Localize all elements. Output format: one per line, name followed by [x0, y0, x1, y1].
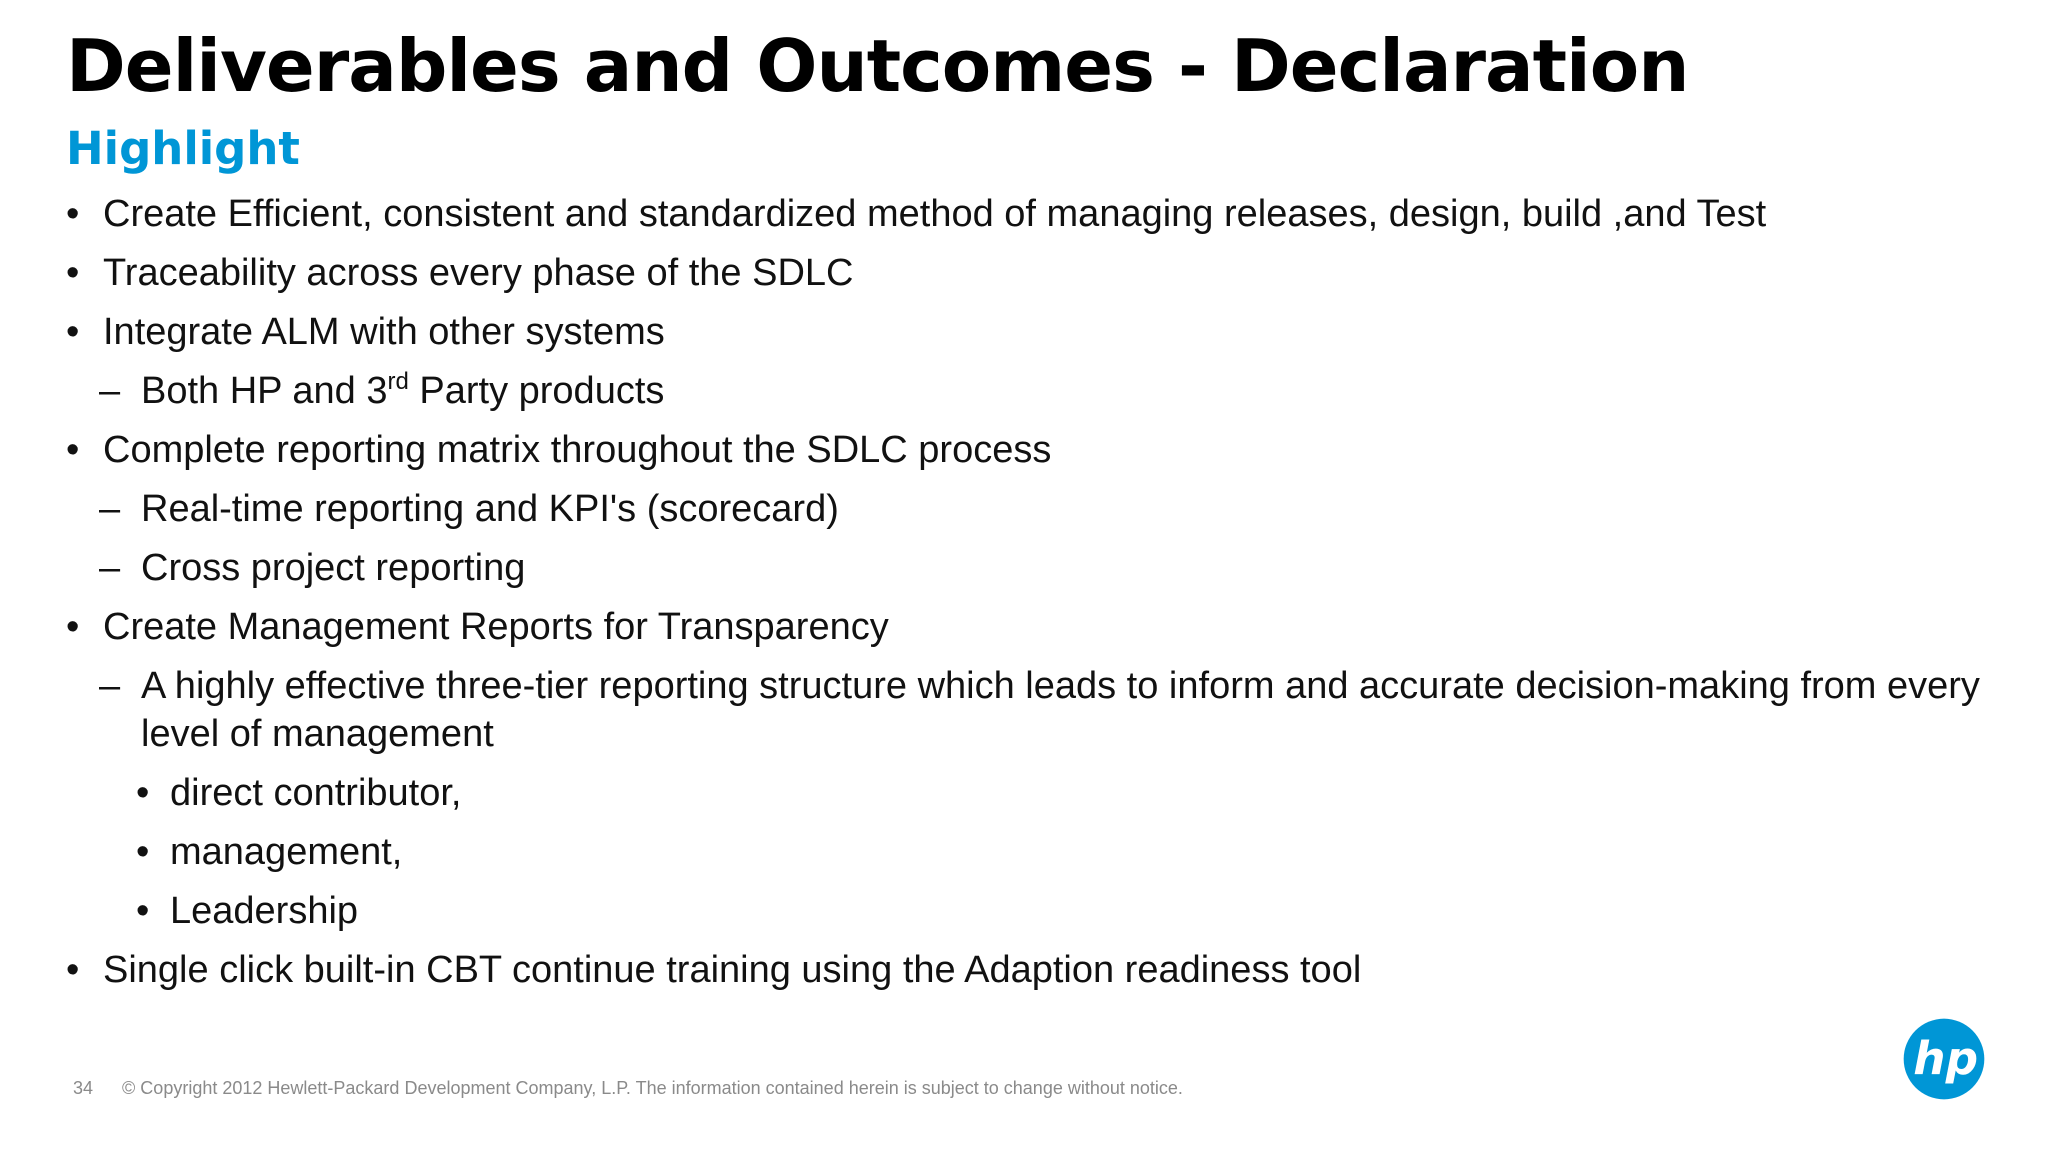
- bullet-text: Complete reporting matrix throughout the SDLC process: [103, 429, 1052, 471]
- bullet-item: [66, 603, 1986, 651]
- bullet-item: [66, 308, 1986, 356]
- bullet-text: Cross project reporting: [141, 547, 526, 589]
- slide-footer: [73, 1078, 1183, 1099]
- slide-title: Deliverables and Outcomes - Declaration: [66, 24, 1689, 108]
- hp-logo-text: hp: [1913, 1032, 1979, 1086]
- bullet-list: [66, 190, 1986, 1005]
- sub-bullet-item: [66, 485, 1986, 533]
- bullet-text: Create Efficient, consistent and standardized method of managing releases, design, build ,and Test: [103, 193, 1767, 235]
- dash-marker: –: [99, 488, 121, 530]
- sub-sub-bullet-item: [66, 828, 1986, 876]
- sub-sub-bullet-item: [66, 887, 1986, 935]
- bullet-marker: •: [66, 193, 80, 235]
- bullet-text: Create Management Reports for Transparency: [103, 606, 889, 648]
- bullet-item: [66, 946, 1986, 994]
- bullet-text-pre: Both HP and 3: [141, 370, 388, 412]
- bullet-text: Single click built-in CBT continue training using the Adaption readiness tool: [103, 949, 1362, 991]
- bullet-marker: •: [136, 772, 150, 814]
- bullet-marker: •: [66, 606, 80, 648]
- sub-bullet-item: [66, 662, 1986, 758]
- bullet-marker: •: [136, 890, 150, 932]
- bullet-text: Leadership: [170, 890, 359, 932]
- bullet-marker: •: [66, 252, 80, 294]
- dash-marker: –: [99, 370, 121, 412]
- bullet-item: [66, 190, 1986, 238]
- bullet-text: Real-time reporting and KPI's (scorecard): [141, 488, 839, 530]
- bullet-marker: •: [66, 429, 80, 471]
- bullet-marker: •: [66, 311, 80, 353]
- sub-bullet-item: [66, 544, 1986, 592]
- bullet-text: management,: [170, 831, 403, 873]
- bullet-text: Traceability across every phase of the SDLC: [103, 252, 854, 294]
- bullet-text: Integrate ALM with other systems: [103, 311, 665, 353]
- page-number: 34: [73, 1078, 94, 1098]
- sub-sub-bullet-item: [66, 769, 1986, 817]
- bullet-marker: •: [136, 831, 150, 873]
- bullet-item: [66, 426, 1986, 474]
- ordinal-superscript: rd: [387, 368, 409, 395]
- sub-bullet-item: [66, 367, 1986, 415]
- bullet-marker: •: [66, 949, 80, 991]
- dash-marker: –: [99, 665, 121, 707]
- hp-logo-icon: [1902, 1017, 1986, 1101]
- bullet-item: [66, 249, 1986, 297]
- dash-marker: –: [99, 547, 121, 589]
- slide-subtitle: Highlight: [66, 122, 300, 175]
- bullet-text-post: Party products: [408, 370, 665, 412]
- bullet-text: A highly effective three-tier reporting structure which leads to inform and accurate decision-making from every level of management: [141, 665, 1980, 755]
- bullet-text: direct contributor,: [170, 772, 462, 814]
- copyright-notice: © Copyright 2012 Hewlett-Packard Development Company, L.P. The information contained herein is subject to change without notice.: [122, 1078, 1183, 1098]
